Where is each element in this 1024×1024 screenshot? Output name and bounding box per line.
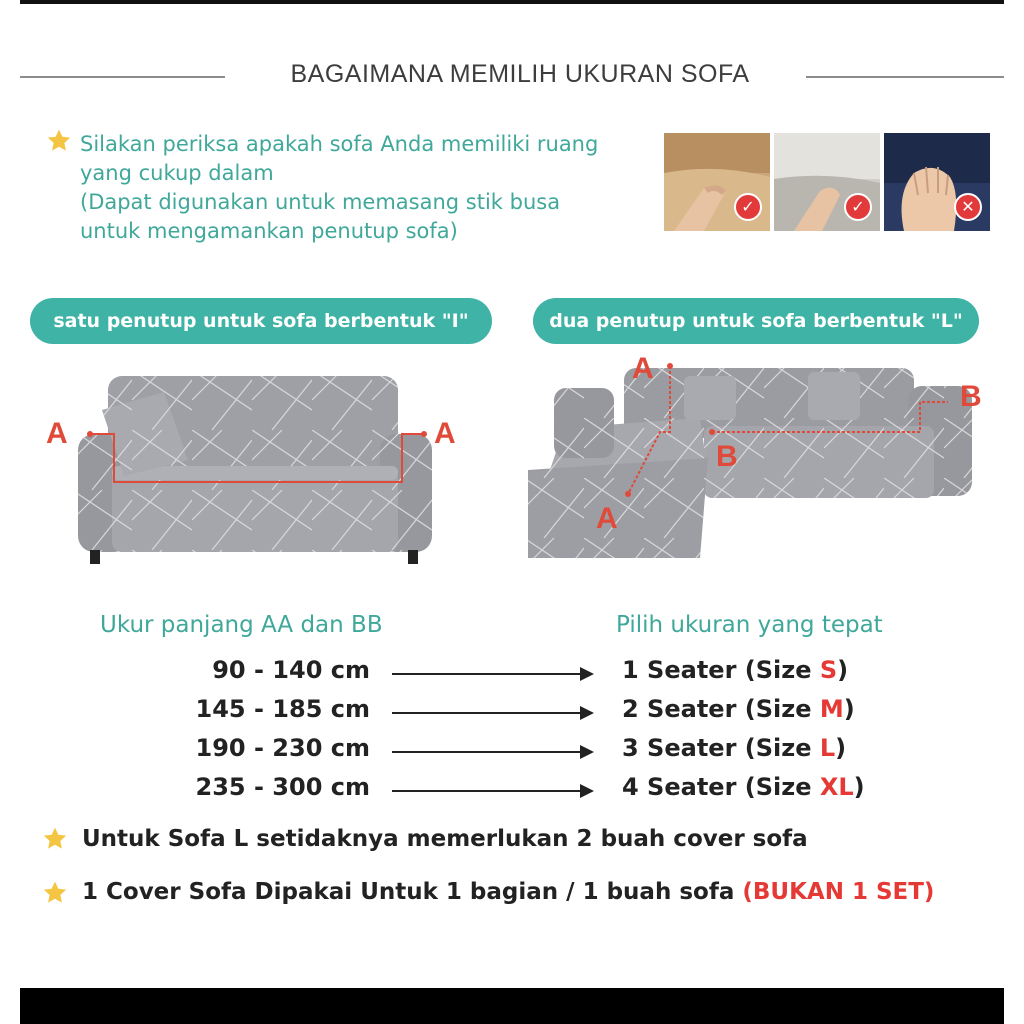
range-value: 145 - 185 cm — [195, 695, 370, 723]
section-heading — [20, 58, 1004, 94]
star-icon — [42, 880, 68, 906]
tip-line: untuk mengamankan penutup sofa) — [80, 219, 458, 243]
star-icon — [46, 128, 72, 154]
depth-check-photos — [664, 133, 992, 231]
seat-size: 3 Seater (Size L) — [622, 734, 847, 762]
size-letter: XL — [819, 773, 854, 801]
check-icon: ✓ — [844, 193, 872, 221]
tip-line: (Dapat digunakan untuk memasang stik busa — [80, 190, 561, 214]
size-letter: L — [819, 734, 836, 762]
cross-icon: ✕ — [954, 193, 982, 221]
star-icon — [42, 826, 68, 852]
note-l-sofa: Untuk Sofa L setidaknya memerlukan 2 buah cover sofa — [82, 826, 808, 852]
label-a-right: A — [434, 417, 456, 450]
arrow-icon — [392, 790, 592, 792]
top-border — [20, 0, 1004, 4]
size-row — [0, 734, 1024, 770]
tip-line: yang cukup dalam — [80, 161, 274, 185]
arrow-icon — [392, 751, 592, 753]
size-letter: S — [819, 656, 838, 684]
label-b-middle: B — [716, 440, 738, 473]
measure-heading: Ukur panjang AA dan BB — [100, 612, 383, 638]
heading-rule-left — [20, 76, 225, 78]
photo-shallow-gap — [884, 133, 990, 231]
page-title: BAGAIMANA MEMILIH UKURAN SOFA — [290, 60, 750, 88]
range-value: 190 - 230 cm — [195, 734, 370, 762]
bottom-border — [20, 988, 1004, 1024]
arrow-icon — [392, 712, 592, 714]
depth-tip — [80, 130, 660, 246]
pill-i-shape: satu penutup untuk sofa berbentuk "I" — [30, 298, 492, 344]
range-value: 90 - 140 cm — [212, 656, 370, 684]
size-row — [0, 695, 1024, 731]
warning-text: (BUKAN 1 SET) — [742, 879, 935, 905]
seat-size: 2 Seater (Size M) — [622, 695, 855, 723]
arrow-icon — [392, 673, 592, 675]
seat-size: 1 Seater (Size S) — [622, 656, 849, 684]
photo-deep-gap-2 — [774, 133, 880, 231]
label-b-right: B — [960, 380, 982, 413]
sofa-i-illustration — [72, 370, 438, 570]
note-one-cover: 1 Cover Sofa Dipakai Untuk 1 bagian / 1 buah sofa (BUKAN 1 SET) — [82, 879, 935, 905]
size-letter: M — [819, 695, 844, 723]
tip-line: Silakan periksa apakah sofa Anda memiliki ruang — [80, 132, 599, 156]
photo-deep-gap — [664, 133, 770, 231]
pill-l-shape: dua penutup untuk sofa berbentuk "L" — [533, 298, 979, 344]
label-a-top: A — [632, 352, 654, 385]
size-row — [0, 773, 1024, 809]
seat-size: 4 Seater (Size XL) — [622, 773, 865, 801]
sofa-l-illustration — [524, 358, 976, 564]
range-value: 235 - 300 cm — [195, 773, 370, 801]
label-a-bottom: A — [596, 502, 618, 535]
label-a-left: A — [46, 417, 68, 450]
check-icon: ✓ — [734, 193, 762, 221]
size-row — [0, 656, 1024, 692]
size-heading: Pilih ukuran yang tepat — [616, 612, 883, 638]
heading-rule-right — [806, 76, 1004, 78]
